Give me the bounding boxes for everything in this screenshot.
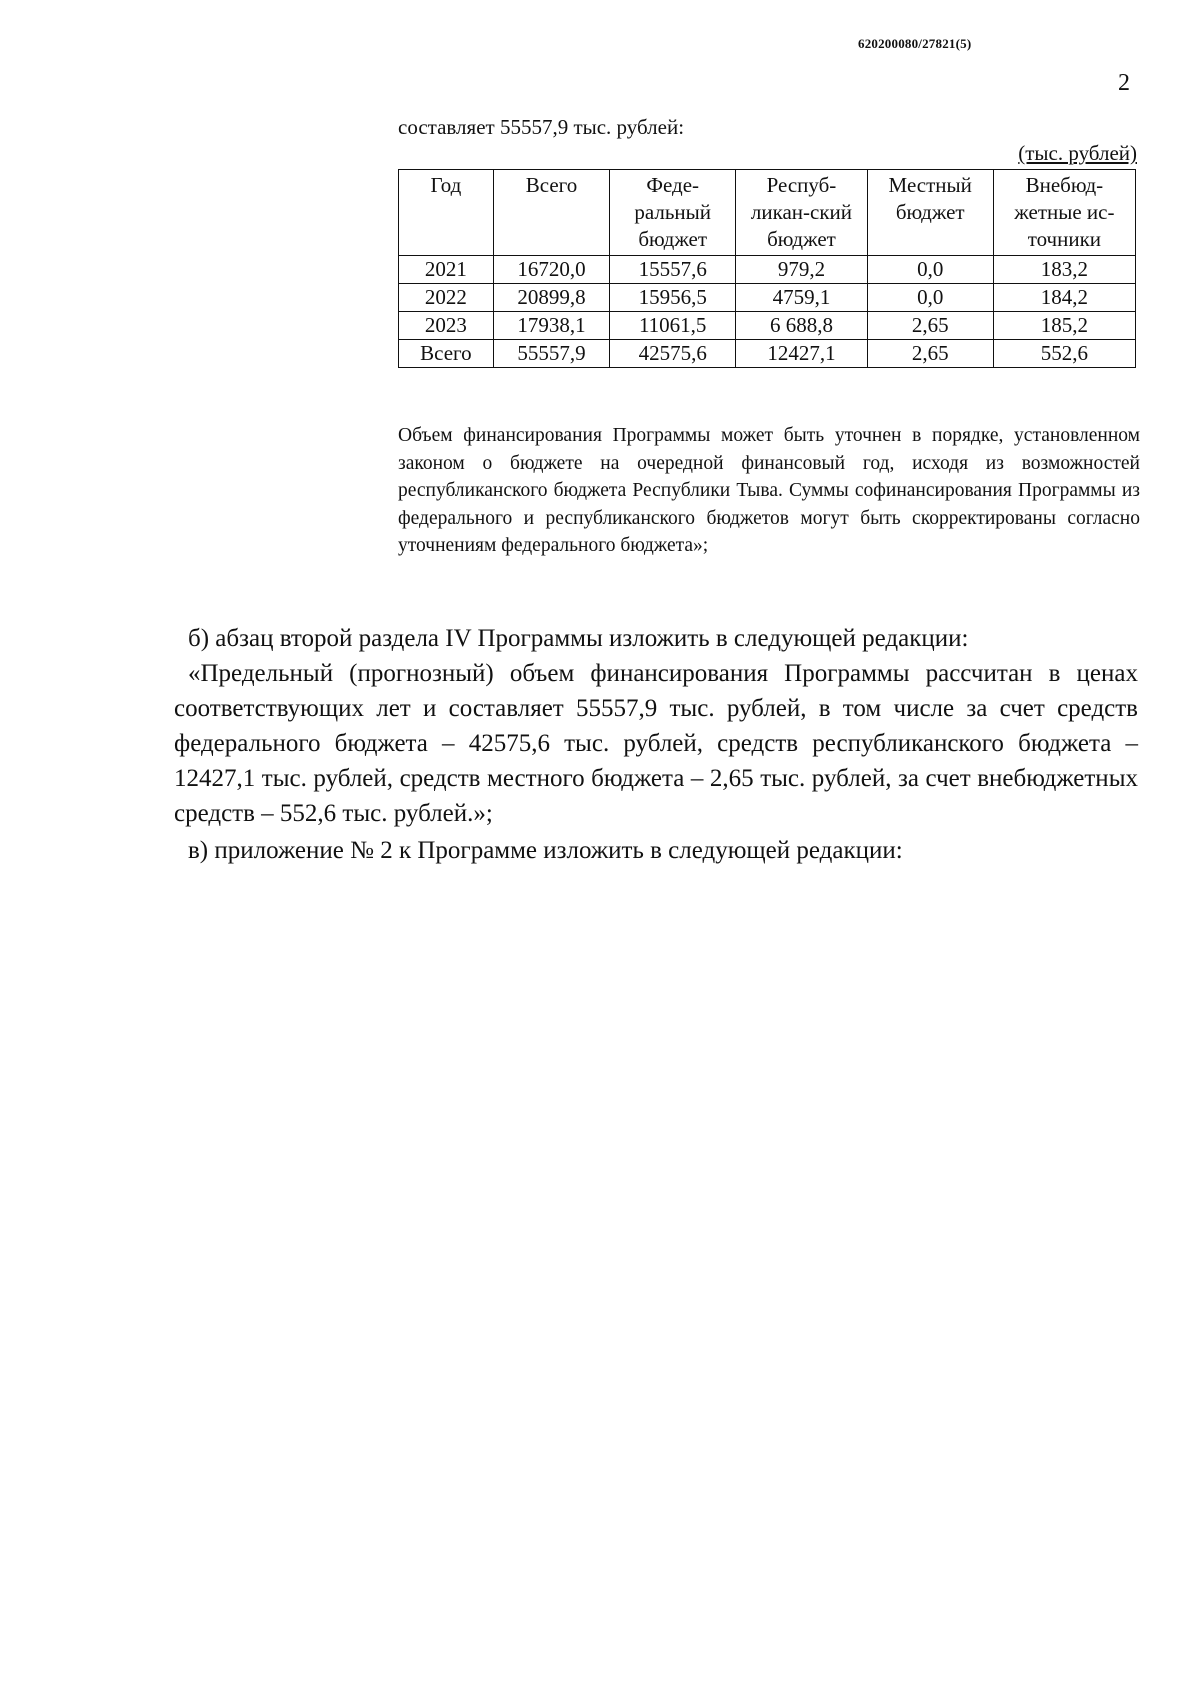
table-cell: 6 688,8 xyxy=(736,312,867,340)
table-cell: 2023 xyxy=(399,312,494,340)
table-cell: 979,2 xyxy=(736,256,867,284)
table-cell: 16720,0 xyxy=(493,256,609,284)
column-header xyxy=(867,170,993,256)
column-header-label: Местный бюджет xyxy=(888,173,972,224)
table-cell: 0,0 xyxy=(867,284,993,312)
table-cell: 15956,5 xyxy=(610,284,736,312)
column-header xyxy=(993,170,1135,256)
page-number: 2 xyxy=(1118,70,1130,96)
column-header xyxy=(610,170,736,256)
column-header: Год xyxy=(399,170,494,256)
column-header-label: Респуб-ликан-ский бюджет xyxy=(750,173,853,251)
table-cell: 20899,8 xyxy=(493,284,609,312)
table-header-row xyxy=(399,170,1136,256)
table-cell: 17938,1 xyxy=(493,312,609,340)
table-cell: 11061,5 xyxy=(610,312,736,340)
column-header: Всего xyxy=(493,170,609,256)
paragraph-v: в) приложение № 2 к Программе изложить в следующей редакции: xyxy=(188,837,903,864)
column-header-label: Внебюд-жетные ис-точники xyxy=(1014,173,1115,251)
table-cell: 2,65 xyxy=(867,312,993,340)
table-cell: 2022 xyxy=(399,284,494,312)
table-cell: 4759,1 xyxy=(736,284,867,312)
table-cell: 184,2 xyxy=(993,284,1135,312)
column-header-label: Феде-ральный бюджет xyxy=(634,173,712,251)
units-label: (тыс. рублей) xyxy=(1018,141,1137,165)
financing-table xyxy=(398,169,1136,368)
table-cell: 55557,9 xyxy=(493,340,609,368)
paragraph-quote: «Предельный (прогнозный) объем финансирования Программы рассчитан в ценах соответствующих лет и составляет 55557,9 тыс. рублей, в том числе за счет средств федерального бюджета – 42575,6 тыс. рублей, средств республиканского бюджета – 12427,1 тыс. рублей, средств местного бюджета – 2,65 тыс. рублей, за счет внебюджетных средств – 552,6 тыс. рублей.»; xyxy=(174,660,1138,827)
table-cell: 15557,6 xyxy=(610,256,736,284)
table-cell: 2021 xyxy=(399,256,494,284)
table-cell: 12427,1 xyxy=(736,340,867,368)
financing-note: Объем финансирования Программы может быть уточнен в порядке, установленном законом о бюджете на очередной финансовый год, исходя из возможностей республиканского бюджета Республики Тыва. Суммы софинансирования Программы из федерального и республиканского бюджетов могут быть скорректированы согласно уточнениям федерального бюджета»; xyxy=(398,425,1140,556)
table-cell: 0,0 xyxy=(867,256,993,284)
paragraph-b: б) абзац второй раздела IV Программы изложить в следующей редакции: xyxy=(188,625,969,652)
table-row xyxy=(399,256,1136,284)
table-total-row xyxy=(399,340,1136,368)
table-row xyxy=(399,284,1136,312)
table-cell: 2,65 xyxy=(867,340,993,368)
table-cell: 183,2 xyxy=(993,256,1135,284)
column-header xyxy=(736,170,867,256)
table-cell: Всего xyxy=(399,340,494,368)
table-cell: 185,2 xyxy=(993,312,1135,340)
document-code: 620200080/27821(5) xyxy=(858,36,972,51)
intro-text: составляет 55557,9 тыс. рублей: xyxy=(398,115,685,139)
table-row xyxy=(399,312,1136,340)
table-cell: 552,6 xyxy=(993,340,1135,368)
table-cell: 42575,6 xyxy=(610,340,736,368)
